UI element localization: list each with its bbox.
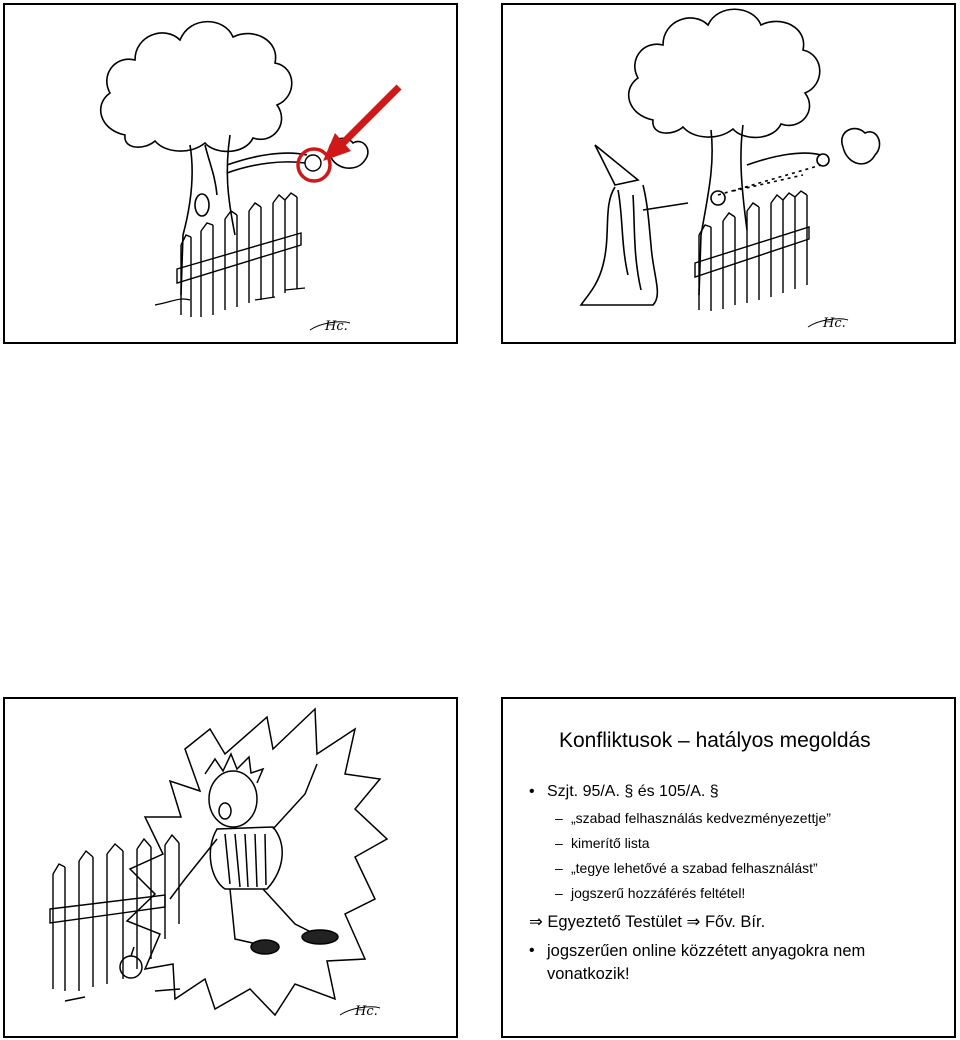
- bullet-icon: •: [529, 942, 535, 959]
- implication-line: ⇒ Egyeztető Testület ⇒ Főv. Bír.: [529, 913, 766, 931]
- tree-fence-illustration: [5, 5, 456, 342]
- bullet-icon: •: [529, 783, 535, 800]
- signature: Hc.: [823, 316, 846, 331]
- dash-icon: –: [555, 860, 563, 876]
- apple-icon: [305, 155, 321, 171]
- signature: Hc.: [355, 1004, 378, 1019]
- slide-title: Konfliktusok – hatályos megoldás: [559, 729, 871, 752]
- signature: Hc.: [325, 319, 348, 334]
- dash-icon: –: [555, 810, 563, 826]
- slide-2-wizard-spell: [501, 3, 956, 344]
- dash-icon: –: [555, 885, 563, 901]
- dash-icon: –: [555, 835, 563, 851]
- highlight-circle: [298, 149, 330, 181]
- bullet-item-2-continuation: vonatkozik!: [547, 965, 630, 983]
- implies-arrow-icon: ⇒: [529, 913, 543, 931]
- slide-4-text: Konfliktusok – hatályos megoldás • Szjt. 95/A. § és 105/A. § – „szabad felhasználás kedvezményezettje” – kimerítő lista – „tegye lehetővé a szabad felhasználást” – jogszerű hozzáférés feltétel! ⇒ Egyeztető Testület ⇒ Főv. Bír. • jogszerűen online közzétett anyagokra nem vonatkozik!: [501, 697, 956, 1038]
- red-arrow-icon: [341, 87, 399, 145]
- slide-3-startled-man: [3, 697, 458, 1038]
- slide-1-tree-apple: [3, 3, 458, 344]
- startled-man-illustration: [5, 699, 456, 1036]
- wizard-tree-illustration: [503, 5, 954, 342]
- implies-arrow-icon: ⇒: [686, 913, 701, 931]
